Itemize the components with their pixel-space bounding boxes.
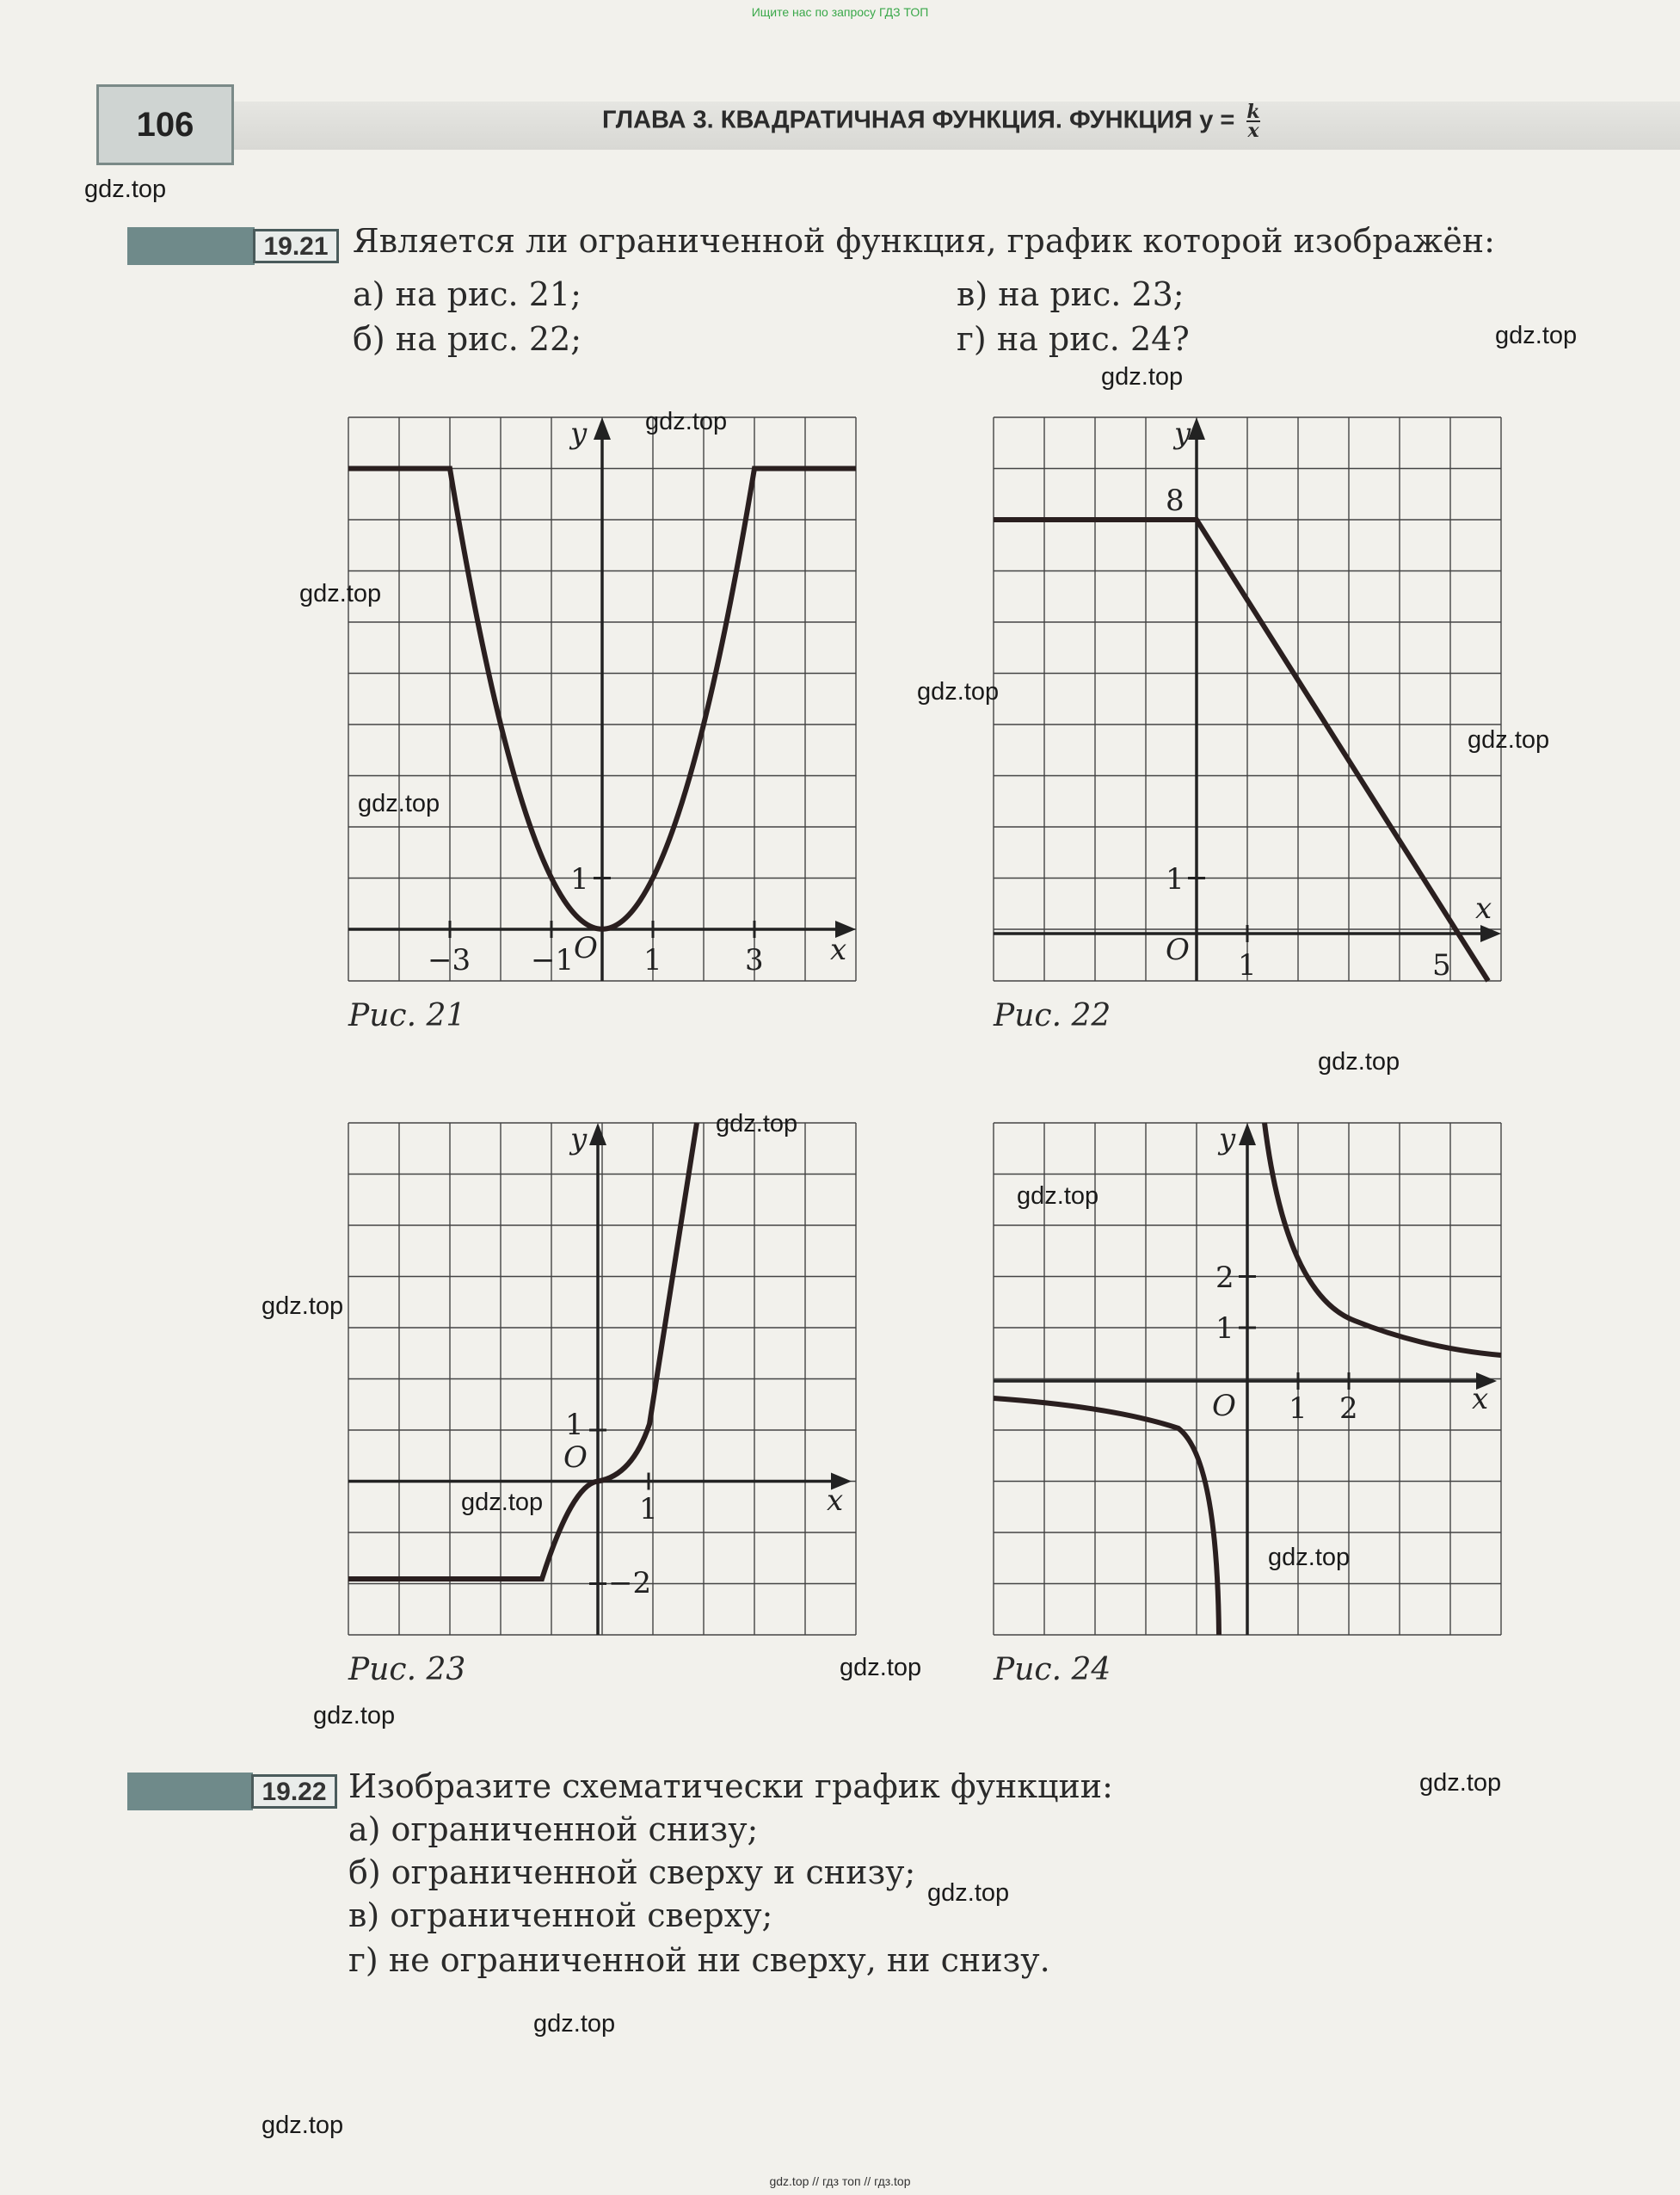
- figure-21: [348, 416, 856, 1033]
- fraction-numerator: k: [1246, 101, 1260, 123]
- problem-bar-1921: [127, 227, 255, 265]
- figure-22-tick-y-0: 8: [1166, 484, 1185, 518]
- figure-23-y-label: y: [570, 1122, 588, 1156]
- watermark: gdz.top: [716, 1110, 798, 1138]
- figure-21-caption: Рис. 21: [348, 998, 466, 1033]
- figure-22-tick-y-1: 1: [1166, 862, 1185, 897]
- problem-1921-v: в) на рис. 23;: [957, 275, 1185, 313]
- watermark: gdz.top: [1318, 1048, 1400, 1076]
- watermark: gdz.top: [299, 580, 382, 607]
- problem-1922-a: а) ограниченной снизу;: [348, 1810, 759, 1848]
- figure-22-grid: [994, 417, 1501, 981]
- problem-1922-text: Изобразите схематически график функции:: [348, 1767, 1113, 1805]
- watermark: gdz.top: [1101, 363, 1184, 391]
- watermark: gdz.top: [1017, 1182, 1099, 1210]
- figure-24-tick-x-1: 2: [1339, 1391, 1358, 1426]
- figure-24-origin: O: [1212, 1389, 1236, 1423]
- watermark: gdz.top: [262, 1292, 344, 1320]
- figure-24-y-label: y: [1219, 1122, 1236, 1156]
- watermark: gdz.top: [262, 2112, 344, 2139]
- fraction-denominator: x: [1247, 120, 1259, 142]
- figure-22-origin: O: [1166, 933, 1190, 967]
- figure-21-y-label: y: [570, 416, 588, 451]
- watermark: gdz.top: [1419, 1769, 1502, 1797]
- figure-21-tick-x-0: −3: [428, 943, 471, 977]
- figure-21-x-label: x: [830, 933, 847, 967]
- problem-1922-v: в) ограниченной сверху;: [348, 1896, 773, 1934]
- figure-24-tick-y-1: 1: [1215, 1311, 1234, 1346]
- figure-23-caption: Рис. 23: [348, 1652, 466, 1687]
- figure-22-curve: [994, 520, 1488, 981]
- watermark: gdz.top: [1495, 322, 1578, 349]
- figure-24-tick-x-0: 1: [1289, 1391, 1308, 1426]
- page-number: 106: [96, 84, 234, 165]
- figure-23-tick-y-0: 1: [565, 1408, 584, 1442]
- problem-1922-b: б) ограниченной сверху и снизу;: [348, 1853, 916, 1891]
- figure-22-y-label: y: [1174, 416, 1191, 451]
- figure-24-curve-right: [1265, 1123, 1501, 1355]
- problem-number-1921: 19.21: [253, 229, 339, 263]
- figure-24-tick-y-0: 2: [1215, 1261, 1234, 1295]
- figure-21-tick-x-3: 3: [745, 943, 764, 977]
- figure-21-tick-x-1: −1: [531, 943, 575, 977]
- watermark: gdz.top: [84, 176, 167, 203]
- watermark: gdz.top: [645, 408, 728, 435]
- figure-23-tick-y-1: −2: [608, 1566, 652, 1600]
- watermark: gdz.top: [313, 1702, 396, 1729]
- watermark: gdz.top: [917, 678, 1000, 706]
- watermark: gdz.top: [358, 790, 440, 817]
- watermark: gdz.top: [1468, 726, 1550, 754]
- watermark: gdz.top: [461, 1489, 544, 1516]
- chapter-title-text: ГЛАВА 3. КВАДРАТИЧНАЯ ФУНКЦИЯ. ФУНКЦИЯ y =: [602, 106, 1235, 134]
- problem-bar-1922: [127, 1773, 253, 1810]
- problem-1921-b: б) на рис. 22;: [353, 320, 582, 358]
- figure-24-curve-left: [994, 1398, 1219, 1635]
- figure-22-graph: [994, 417, 1501, 981]
- figure-24-y-arrow: [1239, 1123, 1256, 1145]
- problem-1921-g: г) на рис. 24?: [957, 320, 1190, 358]
- figure-22-x-arrow: [1480, 925, 1501, 942]
- figure-23: [348, 1122, 856, 1687]
- chapter-title: [602, 101, 1260, 142]
- figure-24-caption: Рис. 24: [994, 1652, 1111, 1687]
- figure-22: [994, 416, 1501, 1033]
- figure-21-tick-y-0: 1: [570, 862, 589, 897]
- figure-23-graph: [348, 1123, 856, 1635]
- bottom-note: gdz.top // гдз топ // гдз.top: [769, 2174, 911, 2188]
- watermark: gdz.top: [840, 1654, 922, 1681]
- figure-24-x-label: x: [1472, 1382, 1489, 1416]
- chapter-fraction: [1246, 101, 1260, 142]
- figure-21-tick-x-2: 1: [643, 943, 662, 977]
- top-note: Ищите нас по запросу ГДЗ ТОП: [751, 5, 929, 19]
- figure-22-tick-x-1: 5: [1432, 948, 1451, 983]
- figure-21-y-arrow: [594, 417, 611, 440]
- watermark: gdz.top: [927, 1879, 1010, 1907]
- figure-22-caption: Рис. 22: [994, 998, 1111, 1033]
- problem-1921-text: Является ли ограниченной функция, график которой изображён:: [353, 222, 1495, 260]
- figure-22-tick-x-0: 1: [1238, 948, 1257, 983]
- problem-1921-a: а) на рис. 21;: [353, 275, 582, 313]
- figure-23-y-arrow: [589, 1123, 606, 1145]
- watermark: gdz.top: [533, 2010, 616, 2038]
- watermark: gdz.top: [1268, 1544, 1351, 1571]
- figure-22-x-label: x: [1475, 891, 1492, 926]
- figure-21-graph: [348, 417, 856, 981]
- figure-23-tick-x-0: 1: [639, 1492, 658, 1526]
- figure-23-grid: [348, 1123, 856, 1635]
- problem-1922-g: г) не ограниченной ни сверху, ни снизу.: [348, 1941, 1050, 1979]
- figure-21-origin: O: [574, 931, 598, 965]
- figure-23-x-label: x: [827, 1483, 844, 1518]
- problem-number-1922: 19.22: [251, 1774, 337, 1809]
- figure-23-origin: O: [563, 1440, 588, 1475]
